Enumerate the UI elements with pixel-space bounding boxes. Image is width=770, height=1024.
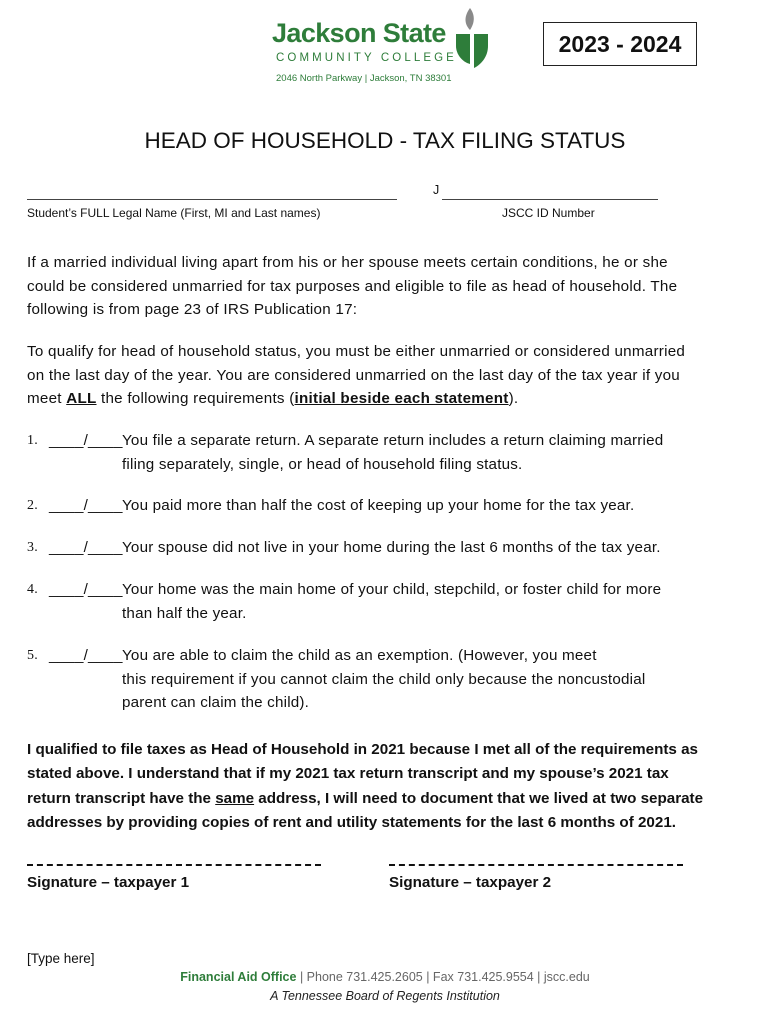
qualify-line: on the last day of the year. You are considered unmarried on the last day of the tax year if you — [27, 366, 680, 384]
certification-paragraph — [27, 738, 743, 835]
qualify-line — [27, 387, 743, 411]
student-name-label: Student’s FULL Legal Name (First, MI and Last names) — [27, 206, 321, 220]
requirement-line: parent can claim the child). — [122, 694, 310, 711]
intro-line: If a married individual living apart from his or her spouse meets certain conditions, he or she — [27, 254, 668, 271]
requirement-line: You paid more than half the cost of keeping up your home for the tax year. — [122, 497, 635, 514]
initial-blank[interactable]: ____/____ — [49, 647, 123, 664]
requirement-line: filing separately, single, or head of household filing status. — [122, 455, 523, 473]
certification-line: I qualified to file taxes as Head of Household in 2021 because I met all of the requirements as — [27, 741, 698, 758]
footer-office: Financial Aid Office — [180, 970, 297, 984]
qualify-text: meet — [27, 390, 67, 407]
requirement-number: 5. — [27, 648, 38, 663]
footer-tagline: A Tennessee Board of Regents Institution — [270, 989, 500, 1003]
requirement-line: You are able to claim the child as an exemption. (However, you meet — [122, 647, 597, 664]
intro-line: following is from page 23 of IRS Publication 17: — [27, 301, 358, 318]
college-logo-subtitle: COMMUNITY COLLEGE — [276, 52, 457, 64]
certification-text: address, I will need to document that we lived at two separate — [254, 789, 704, 807]
certification-text: return transcript have the — [27, 789, 216, 807]
requirement-text — [122, 578, 661, 625]
same-emphasis: same — [215, 789, 255, 807]
requirement-number: 4. — [27, 582, 38, 597]
college-logo-name: Jackson State — [272, 18, 446, 48]
id-prefix: J — [433, 183, 440, 197]
requirement-line: You file a separate return. A separate return includes a return claiming married — [122, 432, 664, 449]
footer-contact-details: | Phone 731.425.2605 | Fax 731.425.9554 | jscc.edu — [296, 970, 590, 984]
requirement-line: this requirement if you cannot claim the child only because the noncustodial — [122, 670, 646, 688]
requirement-number: 2. — [27, 498, 38, 513]
signature-line-taxpayer-2[interactable] — [389, 864, 683, 866]
initial-blank[interactable]: ____/____ — [49, 539, 123, 556]
certification-line — [27, 787, 743, 811]
college-logo-icon — [452, 6, 494, 72]
page-title: HEAD OF HOUSEHOLD - TAX FILING STATUS — [144, 128, 626, 153]
student-name-field[interactable] — [27, 185, 397, 200]
requirement-number: 1. — [27, 433, 38, 448]
student-id-label: JSCC ID Number — [502, 206, 595, 220]
college-address: 2046 North Parkway | Jackson, TN 38301 — [276, 73, 452, 84]
requirement-text — [122, 536, 661, 560]
requirement-text — [122, 494, 634, 518]
initial-blank[interactable]: ____/____ — [49, 581, 123, 598]
qualify-text: the following requirements ( — [96, 390, 295, 407]
requirement-line: Your home was the main home of your child, stepchild, or foster child for more — [122, 581, 662, 598]
signature-label-taxpayer-1: Signature – taxpayer 1 — [27, 874, 190, 891]
year-box: 2023 - 2024 — [543, 22, 697, 66]
initial-blank[interactable]: ____/____ — [49, 432, 123, 449]
qualify-all-emphasis: ALL — [66, 390, 97, 407]
qualify-paragraph — [27, 340, 743, 411]
signature-line-taxpayer-1[interactable] — [27, 864, 321, 866]
intro-line: could be considered unmarried for tax purposes and eligible to file as head of household. The — [27, 277, 678, 295]
requirement-line: than half the year. — [122, 604, 247, 622]
qualify-text: ). — [508, 390, 519, 407]
requirement-number: 3. — [27, 540, 38, 555]
student-id-field[interactable] — [442, 185, 658, 200]
certification-line: stated above. I understand that if my 2021 tax return transcript and my spouse’s 2021 tax — [27, 765, 669, 783]
requirement-text — [122, 644, 645, 715]
intro-paragraph — [27, 251, 743, 322]
qualify-line: To qualify for head of household status, you must be either unmarried or considered unmarried — [27, 343, 686, 360]
requirement-line: Your spouse did not live in your home during the last 6 months of the tax year. — [122, 539, 661, 556]
initial-blank[interactable]: ____/____ — [49, 497, 123, 514]
signature-label-taxpayer-2: Signature – taxpayer 2 — [389, 874, 552, 891]
requirement-text — [122, 429, 663, 476]
type-here-placeholder[interactable]: [Type here] — [27, 951, 95, 966]
footer-contact — [0, 970, 770, 984]
certification-line: addresses by providing copies of rent and utility statements for the last 6 months of 2021. — [27, 813, 676, 831]
qualify-initial-emphasis: initial beside each statement — [294, 390, 509, 407]
